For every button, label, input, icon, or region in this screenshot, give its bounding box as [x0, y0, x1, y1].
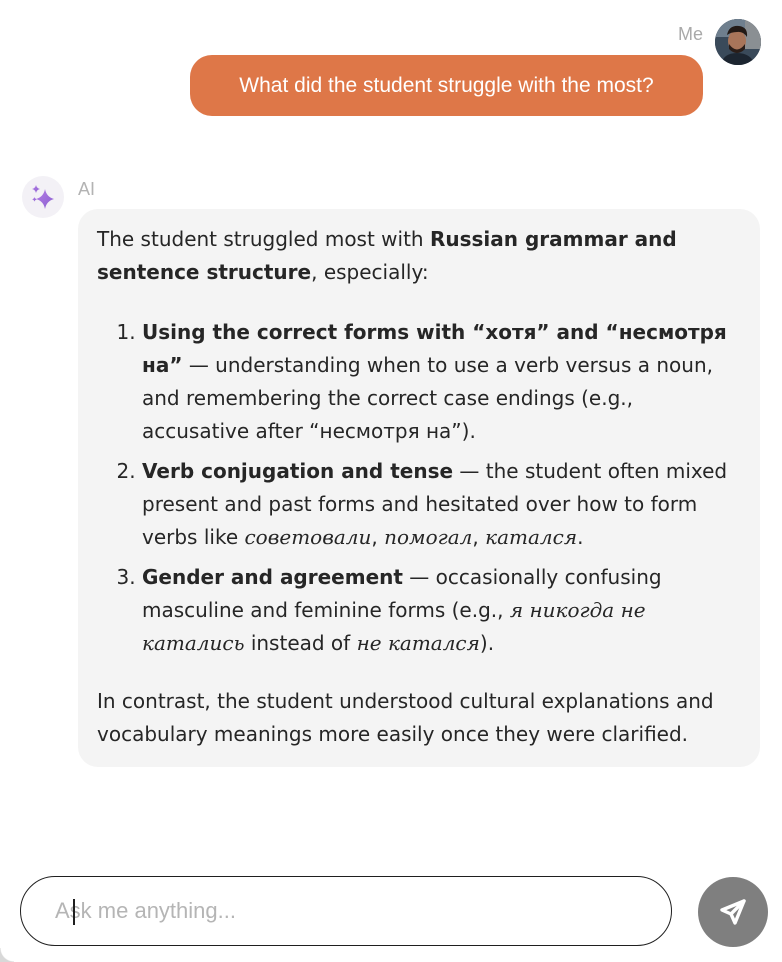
- ai-intro-end: , especially:: [311, 260, 429, 285]
- list-item: [142, 561, 741, 661]
- struggle-list: [97, 316, 741, 661]
- example-word: катался: [485, 525, 578, 550]
- list-item-end: .: [577, 525, 584, 550]
- paper-plane-icon: [714, 893, 752, 931]
- list-item: [142, 316, 741, 449]
- list-item-heading: Using the correct forms with “хотя” and “несмотря на”: [142, 319, 727, 377]
- list-separator: ,: [472, 525, 486, 550]
- list-item: [142, 455, 741, 555]
- list-item-text: — the student often mixed present and past forms and hesitated over how to form verbs like: [142, 458, 728, 550]
- example-phrase: я никогда не катались: [142, 597, 646, 656]
- user-message-bubble: [190, 55, 703, 116]
- ai-closing-paragraph: In contrast, the student understood cultural explanations and vocabulary meanings more easily once they were clarified.: [97, 688, 714, 746]
- ai-intro-paragraph: [97, 223, 741, 290]
- previous-message-remnant: [96, 0, 326, 4]
- example-word: советовали: [244, 525, 372, 550]
- list-item-text: — occasionally confusing masculine and feminine forms (e.g.,: [142, 564, 662, 622]
- window-corner: [0, 948, 14, 962]
- list-separator: ,: [371, 525, 385, 550]
- list-item-mid: instead of: [244, 631, 357, 656]
- list-item-heading: Verb conjugation and tense: [142, 458, 454, 483]
- text-caret: [73, 899, 75, 925]
- ai-avatar: [22, 176, 64, 218]
- chat-input[interactable]: [53, 897, 617, 925]
- ai-intro-emphasis: Russian grammar and sentence structure: [97, 227, 677, 285]
- ai-intro-text: The student struggled most with: [97, 227, 430, 251]
- list-item-end: ).: [479, 631, 495, 656]
- chat-input-container[interactable]: [20, 876, 672, 946]
- user-avatar-photo: [715, 19, 761, 65]
- example-phrase: не катался: [356, 631, 480, 656]
- list-item-text: — understanding when to use a verb versus a noun, and remembering the correct case endings (e.g., accusative after “несмотря на”).: [142, 352, 713, 444]
- list-item-heading: Gender and agreement: [142, 564, 403, 589]
- ai-message-bubble: [78, 209, 760, 767]
- sparkles-icon: [28, 182, 58, 212]
- user-sender-label: Me: [677, 24, 703, 44]
- send-button[interactable]: [698, 877, 768, 947]
- ai-sender-label: AI: [78, 179, 96, 199]
- example-word: помогал: [384, 525, 473, 550]
- user-message-text: What did the student struggle with the most?: [239, 73, 654, 97]
- avatar[interactable]: [715, 19, 761, 65]
